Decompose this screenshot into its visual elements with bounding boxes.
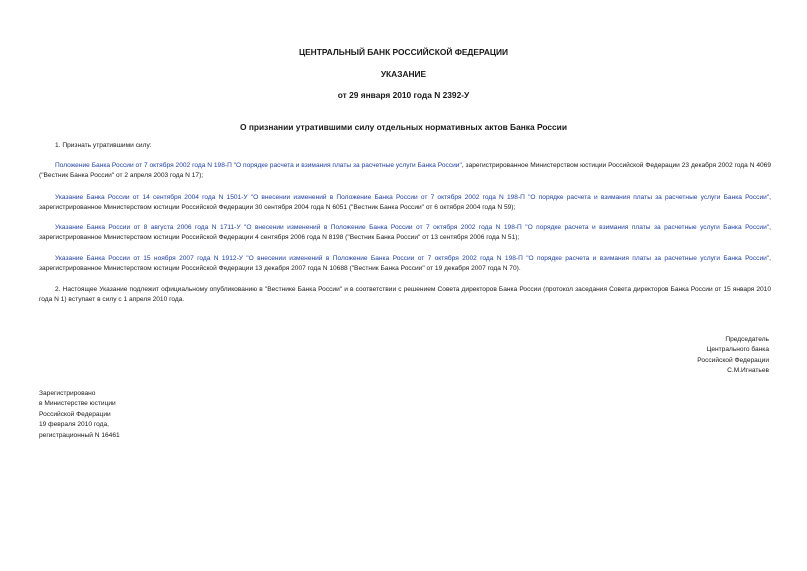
act-link-3[interactable]: Указание Банка России от 8 августа 2006 года N 1711-У "О внесении изменений в Положение Банка России от 7 октября 2002 года N 198-П "О порядке расчета и взимания платы за расчетные услуги Банка России" [55,224,770,231]
act-link-4[interactable]: Указание Банка России от 15 ноября 2007 года N 1912-У "О внесении изменений в Положение Банка России от 7 октября 2002 года N 198-П "О порядке расчета и взимания платы за расчетные услуги Банка России" [55,255,770,262]
act-details-2: , зарегистрированное Министерством юстиции Российской Федерации 30 сентября 2004 года N 6051 ("Вестник Банка России" от 6 октября 2004 года N 59); [39,194,771,212]
registration-number: регистрационный N 16461 [39,431,120,439]
issuer-heading: ЦЕНТРАЛЬНЫЙ БАНК РОССИЙСКОЙ ФЕДЕРАЦИИ [298,47,509,57]
registration-line-3: Российской Федерации [39,410,111,418]
document-type: УКАЗАНИЕ [380,69,427,79]
act-link-1[interactable]: Положение Банка России от 7 октября 2002 года N 198-П "О порядке расчета и взимания платы за расчетные услуги Банка России" [55,162,462,169]
registration-line-1: Зарегистрировано [39,390,96,397]
repealed-act-3 [39,223,771,244]
item-2-text: 2. Настоящее Указание подлежит официальному опубликованию в "Вестнике Банка России" и в соответствии с решением Совета директоров Банка России (протокол заседания Совета директоров Банка России от 15 января 2010 года N 1) вступает в силу с 1 апреля 2010 года. [39,286,771,304]
document-title: О признании утратившими силу отдельных нормативных актов Банка России [240,122,567,132]
act-details-1: , зарегистрированное Министерством юстиции Российской Федерации 23 декабря 2002 года N 4069 ("Вестник Банка России" от 2 апреля 2003 года N 17); [39,162,771,180]
item-1-intro: 1. Признать утратившими силу: [55,142,152,149]
signature-block [697,335,769,377]
repealed-act-4 [39,254,771,275]
registration-line-2: в Министерстве юстиции [39,400,116,408]
signatory-position-3: Российской Федерации [697,356,769,364]
signatory-position-1: Председатель [725,336,769,343]
document-date-number: от 29 января 2010 года N 2392-У [337,90,470,100]
act-details-4: , зарегистрированное Министерством юстиции Российской Федерации 13 декабря 2007 года N 10688 ("Вестник Банка России" от 19 декабря 2007 года N 70). [39,255,771,273]
repealed-act-1 [39,161,771,182]
repealed-act-2 [39,193,771,214]
registration-block [39,389,120,441]
signatory-name: С.М.Игнатьев [727,367,769,375]
registration-date: 19 февраля 2010 года, [39,421,109,429]
act-link-2[interactable]: Указание Банка России от 14 сентября 2004 года N 1501-У "О внесении изменений в Положение Банка России от 7 октября 2002 года N 198-П "О порядке расчета и взимания платы за расчетные услуги Банка России" [55,194,770,201]
act-details-3: , зарегистрированное Министерством юстиции Российской Федерации 4 сентября 2006 года N 8198 ("Вестник Банка России" от 13 сентября 2006 года N 51); [39,224,771,242]
signatory-position-2: Центрального банка [706,346,769,354]
